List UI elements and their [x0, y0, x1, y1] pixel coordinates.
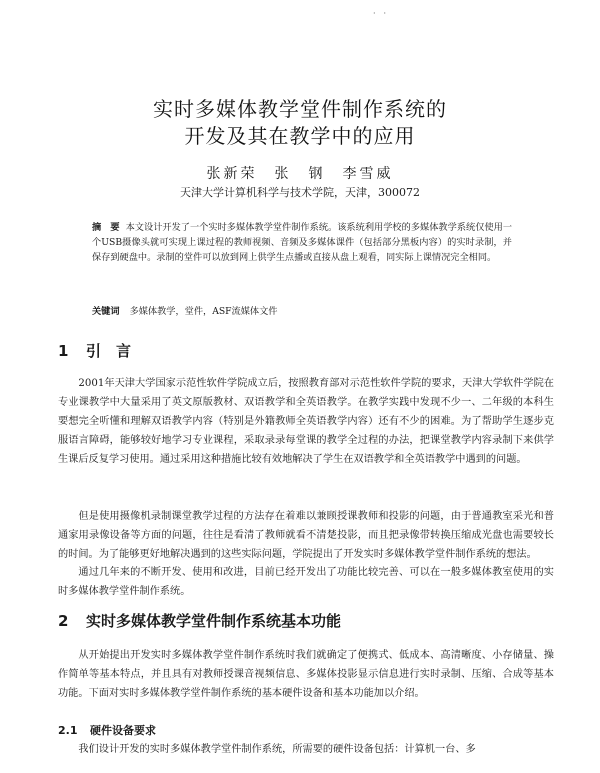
abstract [92, 220, 512, 265]
paragraph: 但是使用摄像机录制课堂教学过程的方法存在着难以兼顾授课教师和投影的问题，由于普通教室采光和普通家用录像设备等方面的问题，往往是看清了教师就看不清楚投影，而且把录像带转换压缩成光盘也需要较长的时间。为了能够更好地解决遇到的这些实际问题，学院提出了开发实时多媒体教学堂件制作系统的想法。 [58, 511, 554, 560]
paragraph: 从开始提出开发实时多媒体教学堂件制作系统时我们就确定了便携式、低成本、高清晰度、小存储量、操作简单等基本特点，并且具有对教师授课音视频信息、多媒体投影显示信息进行实时录制、压缩、合成等基本功能。下面对实时多媒体教学堂件制作系统的基本硬件设备和基本功能加以介绍。 [58, 650, 554, 699]
keywords-label: 关键词 [92, 306, 120, 317]
section-title: 引 言 [86, 342, 132, 360]
paragraph: 通过几年来的不断开发、使用和改进，目前已经开发出了功能比较完善、可以在一般多媒体教室使用的实时多媒体教学堂件制作系统。 [58, 567, 554, 597]
subsection-title: 硬件设备要求 [90, 724, 156, 737]
keywords-text: 多媒体教学，堂件，ASF流媒体文件 [129, 306, 278, 317]
section-number: 1 [58, 342, 69, 360]
abstract-label: 摘 要 [92, 222, 120, 233]
section-number: 2 [58, 612, 69, 630]
abstract-text: 本文设计开发了一个实时多媒体教学堂件制作系统。该系统利用学校的多媒体教学系统仅使用一个USB摄像头就可实现上课过程的教师视频、音频及多媒体课件（包括部分黑板内容）的实时录制，并保存到硬盘中。录制的堂件可以放到网上供学生点播或直接从盘上观看，同实际上课情况完全相同。 [92, 222, 513, 263]
paper-title-line2: 开发及其在教学中的应用 [184, 124, 416, 148]
paragraph: 我们设计开发的实时多媒体教学堂件制作系统，所需要的硬件设备包括：计算机一台、多 [78, 744, 476, 755]
section-title: 实时多媒体教学堂件制作系统基本功能 [86, 612, 342, 630]
section-heading-basic-functions [58, 610, 341, 631]
keywords [92, 303, 512, 317]
subsection-heading-hardware [58, 722, 156, 738]
subsection-number: 2.1 [58, 724, 78, 737]
section-heading-introduction [58, 340, 131, 361]
paragraph: 2001年天津大学国家示范性软件学院成立后，按照教育部对示范性软件学院的要求，天津大学软件学院在专业课教学中大量采用了英文原版教材、双语教学和全英语教学。在教学实践中发现不少一、二年级的本科生要想完全听懂和理解双语教学内容（特别是外籍教师全英语教学内容）还有不少的困难。为了帮助学生逐步克服语言障碍，能够较好地学习专业课程，采取录录每堂课的教学全过程的办法，把课堂教学内容录制下来供学生课后反复学习使用。通过采用这种措施比较有效地解决了学生在双语教学和全英语教学中遇到的问题。 [58, 378, 554, 465]
affiliation: 天津大学计算机科学与技术学院，天津，300072 [180, 186, 420, 199]
scan-mark: · · [373, 9, 387, 18]
authors: 张新荣 张 钢 李雪威 [206, 166, 394, 182]
paper-title-line1: 实时多媒体教学堂件制作系统的 [153, 97, 447, 121]
